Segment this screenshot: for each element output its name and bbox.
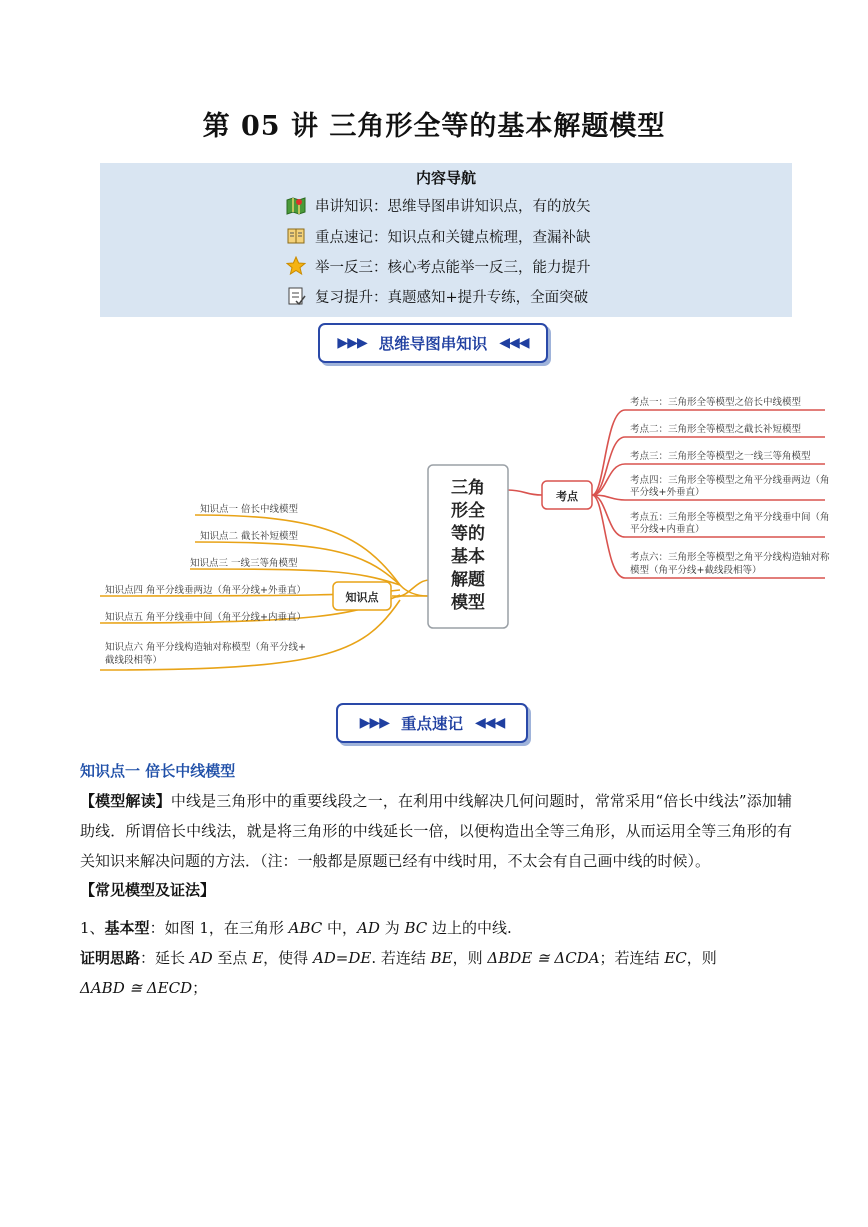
- left-item-3: 知识点三 一线三等角模型: [190, 558, 298, 569]
- nav-row-2: 重点速记：知识点和关键点梳理，查漏补缺: [286, 225, 591, 247]
- nav-heading: 内容导航: [415, 169, 476, 187]
- book-icon: [286, 226, 306, 246]
- center-line-4: 基本: [451, 547, 485, 567]
- right-item-4-line-1: 考点四：三角形全等模型之角平分线垂两边（角: [630, 475, 830, 486]
- nav-row-1: 串讲知识：思维导图串讲知识点，有的放矢: [286, 194, 591, 216]
- key-points-banner: ▶▶▶ 重点速记 ◀◀◀: [336, 703, 528, 743]
- congruence-2: ΔABD ≅ ΔECD: [80, 979, 193, 997]
- knowledge-node-label: 知识点: [345, 591, 379, 604]
- left-arrows-icon: ◀◀◀: [475, 715, 505, 731]
- checklist-icon: [286, 286, 306, 306]
- right-item-6-line-1: 考点六：三角形全等模型之角平分线构造轴对称: [630, 552, 830, 563]
- exam-points-node-label: 考点: [556, 490, 578, 503]
- page-title: 第 05 讲 三角形全等的基本解题模型: [202, 111, 666, 142]
- left-item-4: 知识点四 角平分线垂两边（角平分线+外垂直）: [105, 585, 306, 596]
- center-line-3: 等的: [451, 524, 485, 544]
- right-item-2: 考点二：三角形全等模型之截长补短模型: [630, 424, 802, 435]
- model-reading-text: 中线是三角形中的重要线段之一，在利用中线解决几何问题时，常常采用“倍长中线法”添加辅助线．所谓倍长中线法，就是将三角形的中线延长一倍，以便构造出全等三角形，从而运用全等三角形的有关知识来解决问题的方法．（注：一般都是原题已经有中线时用，不太会有自己画中线的时候）。: [80, 792, 792, 870]
- section-heading: 知识点一 倍长中线模型: [80, 762, 236, 780]
- basic-type-line: 1、基本型：如图 1，在三角形 ABC 中，AD 为 BC 边上的中线.: [80, 919, 512, 937]
- model-reading-paragraph: [80, 786, 792, 876]
- nav-row-3: 举一反三：核心考点能举一反三，能力提升: [286, 255, 591, 277]
- right-item-1: 考点一：三角形全等模型之倍长中线模型: [630, 397, 802, 408]
- right-item-4-line-2: 平分线+外垂直）: [630, 487, 705, 498]
- right-item-5-line-1: 考点五：三角形全等模型之角平分线垂中间（角: [630, 512, 830, 523]
- left-item-5: 知识点五 角平分线垂中间（角平分线+内垂直）: [105, 612, 306, 623]
- center-line-6: 模型: [451, 593, 485, 613]
- content-navigation: [100, 163, 792, 317]
- right-item-6-line-2: 模型（角平分线+截线段相等）: [630, 565, 762, 576]
- proof-line: 证明思路：延长 AD 至点 E，使得 AD=DE. 若连结 BE，则 ΔBDE ≅ ΔCDA；若连结 EC，则: [80, 949, 717, 967]
- nav-row-4: 复习提升：真题感知+提升专练，全面突破: [286, 285, 588, 307]
- map-icon: [286, 195, 306, 215]
- mindmap-banner: ▶▶▶ 思维导图串知识 ◀◀◀: [318, 323, 548, 363]
- model-reading-label: 【模型解读】: [80, 792, 171, 810]
- center-line-1: 三角: [451, 478, 485, 498]
- left-item-1: 知识点一 倍长中线模型: [200, 504, 299, 515]
- right-arrows-icon: ▶▶▶: [337, 335, 367, 351]
- center-line-5: 解题: [451, 570, 485, 590]
- right-item-3: 考点三：三角形全等模型之一线三等角模型: [630, 451, 811, 462]
- proof-line-2: ΔABD ≅ ΔECD；: [80, 979, 208, 997]
- left-item-6-line-1: 知识点六 角平分线构造轴对称模型（角平分线+: [105, 642, 306, 653]
- left-arrows-icon: ◀◀◀: [499, 335, 529, 351]
- mind-map: [95, 385, 835, 680]
- star-icon: [286, 256, 306, 276]
- congruence-1: ΔBDE ≅ ΔCDA: [487, 949, 600, 967]
- right-arrows-icon: ▶▶▶: [359, 715, 389, 731]
- common-models-label: 【常见模型及证法】: [80, 881, 216, 899]
- right-item-5-line-2: 平分线+内垂直）: [630, 524, 705, 535]
- center-line-2: 形全: [451, 501, 485, 521]
- left-item-2: 知识点二 截长补短模型: [200, 531, 299, 542]
- left-item-6-line-2: 截线段相等）: [105, 655, 163, 666]
